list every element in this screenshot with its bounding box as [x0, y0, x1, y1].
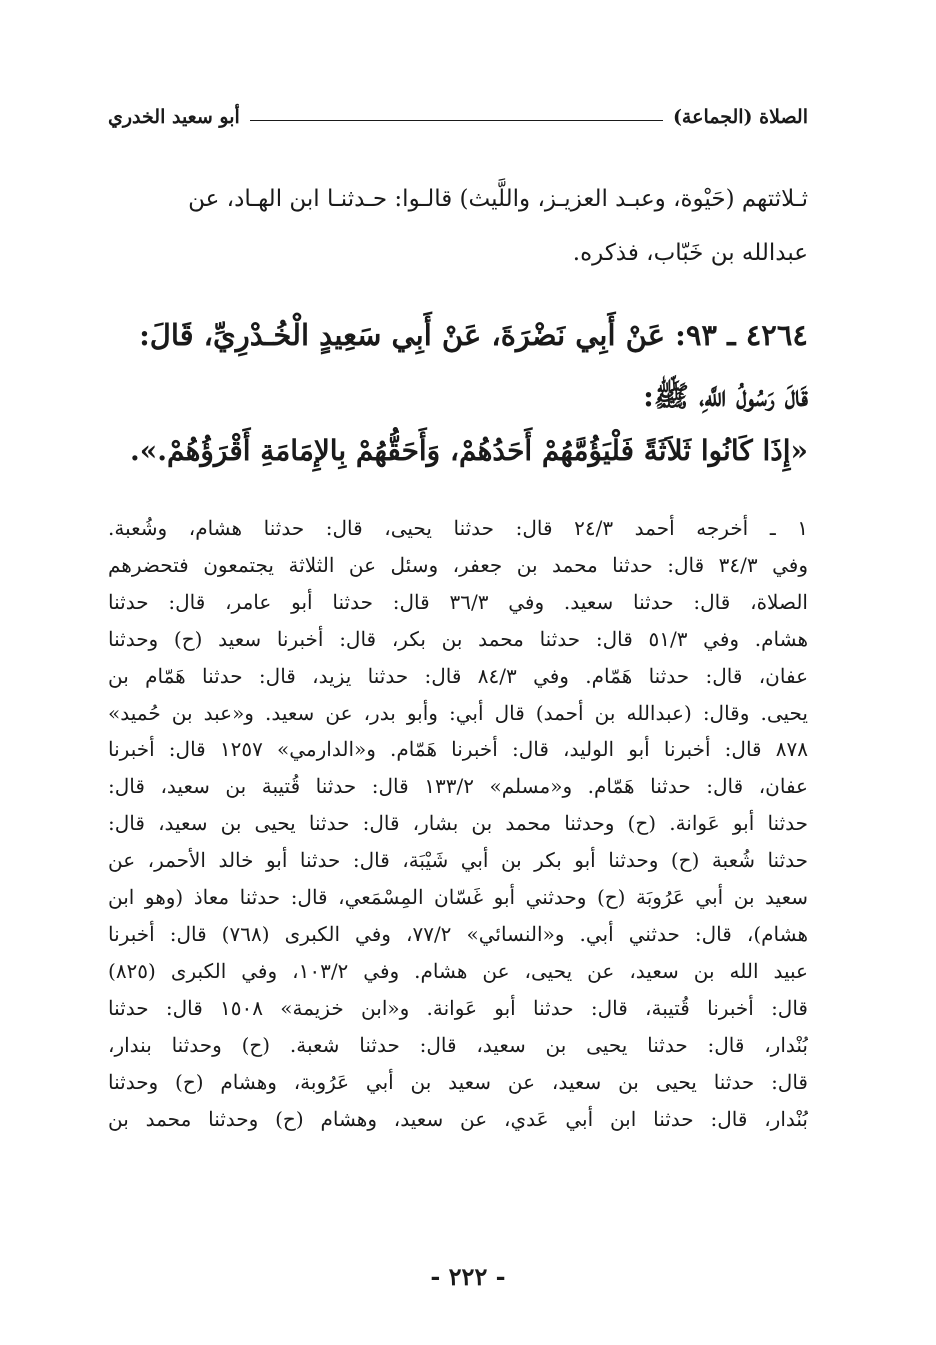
narrator-title: أبو سعيد الخدري — [108, 106, 240, 128]
takhrij-line: حدثنا شُعبة (ح) وحدثنا أبو بكر بن أبي شَيْبَة، قال: حدثنا أبو خالد الأحمر، عن — [108, 848, 808, 873]
takhrij-line: سعيد بن أبي عَرُوبَة (ح) وحدثني أبو غَسّان المِسْمَعي، قال: حدثنا معاذ (وهو ابن — [108, 885, 808, 910]
takhrij-line: عفان، قال: حدثنا هَمّام. و«مسلم» ١٣٣/٢ قال: حدثنا قُتيبة بن سعيد، قال: — [108, 774, 808, 799]
takhrij-line: حدثنا أبو عَوانة. (ح) وحدثنا محمد بن بشار، قال: حدثنا يحيى بن سعيد، قال: — [108, 811, 808, 836]
takhrij-line: قال: أخبرنا قُتيبة، قال: حدثنا أبو عَوانة. و«ابن خزيمة» ١٥٠٨ قال: حدثنا — [108, 995, 808, 1020]
text-line: ثـلاثتهم (حَيْوة، وعبـد العزيـز، واللَّيث) قالـوا: حـدثنـا ابن الهـاد، عن — [188, 186, 808, 212]
hadith-matn: «إِذَا كَانُوا ثَلاَثَةً فَلْيَؤُمَّهُمْ أَحَدُهُمْ، وَأَحَقُّهُمْ بِالإِمَامَةِ أَقْرَؤُهُمْ.». — [130, 434, 808, 467]
takhrij-line: هشام)، قال: حدثني أبي. و«النسائي» ٧٧/٢، وفي الكبرى (٧٦٨) قال: أخبرنا — [108, 921, 808, 946]
takhrij-line: ٨٧٨ قال: أخبرنا أبو الوليد، قال: أخبرنا هَمّام. و«الدارمي» ١٢٥٧ قال: أخبرنا — [108, 737, 808, 762]
takhrij-line: الصلاة، قال: حدثنا سعيد. وفي ٣٦/٣ قال: حدثنا أبو عامر، قال: حدثنا — [108, 589, 808, 614]
hadith-isnad — [108, 305, 808, 427]
takhrij-line: قال: حدثنا يحيى بن سعيد، عن سعيد بن أبي عَرُوبة، وهشام (ح) وحدثنا — [108, 1069, 808, 1094]
takhrij-line: هشام. وفي ٥١/٣ قال: حدثنا محمد بن بكر، قال: أخبرنا سعيد (ح) وحدثنا — [108, 626, 808, 651]
takhrij-line: عبيد الله بن سعيد، عن يحيى، عن هشام. وفي ١٠٣/٢، وفي الكبرى (٨٢٥) — [108, 958, 808, 983]
text-line: عبدالله بن خَبّاب، فذكره. — [572, 240, 808, 266]
header-rule — [250, 120, 663, 121]
takhrij-line: وفي ٣٤/٣ قال: حدثنا محمد بن جعفر، وسئل عن الثلاثة يجتمعون فتحضرهم — [108, 552, 808, 577]
hadith-number-line: ٤٢٦٤ ـ ٩٣: عَنْ أَبِي نَضْرَةَ، عَنْ أَبِي سَعِيدٍ الْخُـدْرِيِّ، قَالَ: — [139, 318, 808, 352]
takhrij-line: عفان، قال: حدثنا هَمّام. وفي ٨٤/٣ قال: حدثنا يزيد، قال: حدثنا هَمّام بن — [108, 663, 808, 688]
hadith-prophet-line: قَالَ رَسُولُ اللَّهِ، ﷺ: — [643, 379, 808, 413]
takhrij-line: بُنْدار، قال: حدثنا ابن أبي عَدي، عن سعيد، وهشام (ح) وحدثنا محمد بن — [108, 1106, 808, 1131]
takhrij-line: يحيى. وقال: (عبدالله بن أحمد) قال أبي: وأبو بدر، عن سعيد. و«عبد بن حُميد» — [108, 700, 808, 725]
running-header — [108, 100, 808, 134]
takhrij-section — [108, 510, 808, 1137]
takhrij-line: بُنْدار، قال: حدثنا يحيى بن سعيد، قال: حدثنا شعبة. (ح) وحدثنا بندار، — [108, 1032, 808, 1057]
previous-hadith-continuation — [108, 172, 808, 280]
takhrij-line: ١ ـ أخرجه أحمد ٢٤/٣ قال: حدثنا يحيى، قال: حدثنا هشام، وشُعبة. — [108, 516, 808, 540]
chapter-title: الصلاة (الجماعة) — [672, 106, 808, 128]
page-number: - ٢٢٢ - — [430, 1262, 506, 1291]
